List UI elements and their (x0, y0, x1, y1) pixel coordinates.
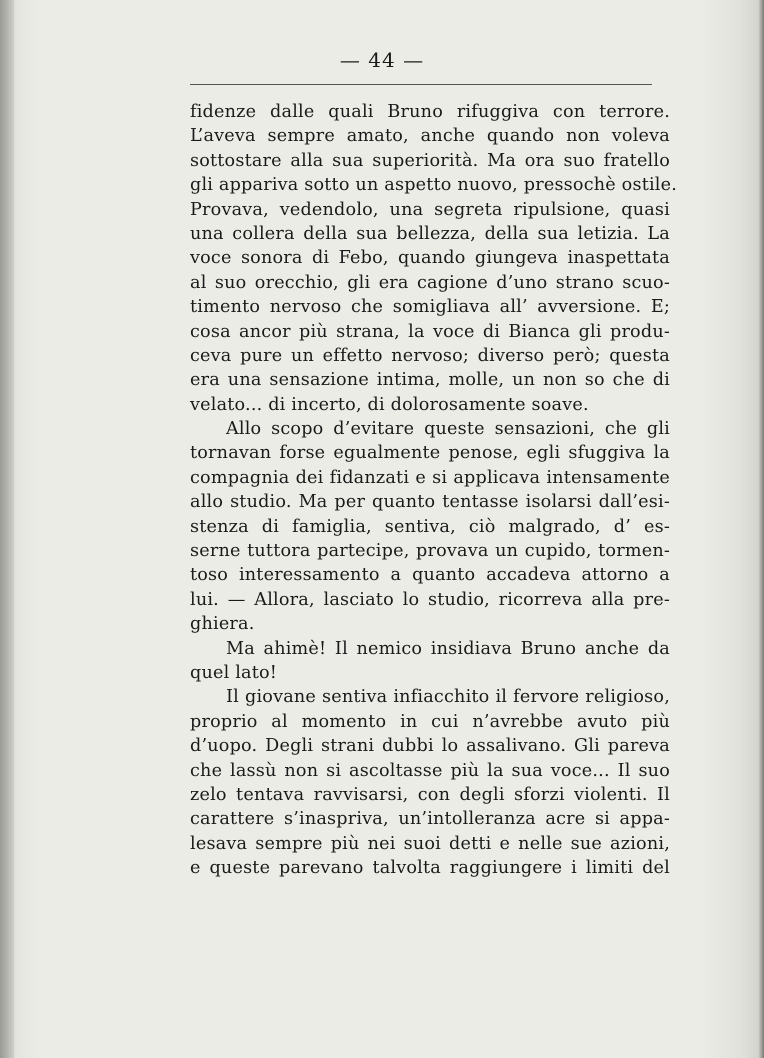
text-line: al suo orecchio, gli era cagione d’uno strano scuo- (190, 272, 670, 293)
body-text (190, 100, 678, 881)
text-line: Allo scopo d’evitare queste sensazioni, che gli (226, 419, 670, 440)
text-line: voce sonora di Febo, quando giungeva inaspettata (190, 248, 670, 269)
text-line: una collera della sua bellezza, della sua letizia. La (190, 223, 670, 244)
text-line: toso interessamento a quanto accadeva attorno a (190, 565, 670, 586)
text-line: era una sensazione intima, molle, un non so che di (190, 370, 670, 391)
text-line: fidenze dalle quali Bruno rifuggiva con terrore. (190, 102, 670, 122)
text-line: d’uopo. Degli strani dubbi lo assalivano. Gli pareva (190, 736, 670, 757)
text-line: ceva pure un effetto nervoso; diverso però; questa (190, 345, 670, 366)
text-line: proprio al momento in cui n’avrebbe avuto più (190, 711, 670, 732)
text-line: ghiera. (190, 614, 255, 635)
text-line: L’aveva sempre amato, anche quando non voleva (190, 126, 670, 147)
text-line: serne tuttora partecipe, provava un cupido, tormen- (190, 541, 670, 562)
text-line: timento nervoso che somigliava all’ avversione. E; (190, 297, 670, 318)
text-line: cosa ancor più strana, la voce di Bianca gli produ- (190, 321, 670, 342)
text-line: quel lato! (190, 662, 278, 683)
text-line: lui. — Allora, lasciato lo studio, ricorreva alla pre- (190, 589, 670, 610)
text-line: stenza di famiglia, sentiva, ciò malgrado, d’ es- (190, 516, 670, 537)
text-line: gli appariva sotto un aspetto nuovo, pressochè ostile. (190, 175, 678, 196)
text-line: velato... di incerto, di dolorosamente soave. (190, 394, 589, 415)
binding-edge (0, 0, 14, 1058)
text-line: allo studio. Ma per quanto tentasse isolarsi dall’esi- (190, 492, 670, 513)
text-line: lesava sempre più nei suoi detti e nelle sue azioni, (190, 833, 670, 854)
text-line: tornavan forse egualmente penose, egli sfuggiva la (190, 443, 670, 464)
text-line: carattere s’inaspriva, un’intolleranza acre si appa- (190, 809, 670, 830)
text-line: zelo tentava ravvisarsi, con degli sforzi violenti. Il (190, 784, 670, 805)
header-rule (190, 84, 652, 85)
text-line: che lassù non si ascoltasse più la sua voce... Il suo (190, 760, 670, 781)
text-line: Provava, vedendolo, una segreta ripulsione, quasi (190, 199, 670, 220)
text-line: Ma ahimè! Il nemico insidiava Bruno anche da (226, 638, 670, 659)
text-line: e queste parevano talvolta raggiungere i limiti del (190, 858, 670, 879)
page-number: — 44 — (339, 48, 425, 72)
text-line: sottostare alla sua superiorità. Ma ora suo fratello (190, 150, 670, 171)
text-line: Il giovane sentiva infiacchito il fervore religioso, (226, 687, 670, 708)
text-line: compagnia dei fidanzati e si applicava intensamente (190, 467, 670, 488)
page-right-edge (758, 0, 764, 1058)
